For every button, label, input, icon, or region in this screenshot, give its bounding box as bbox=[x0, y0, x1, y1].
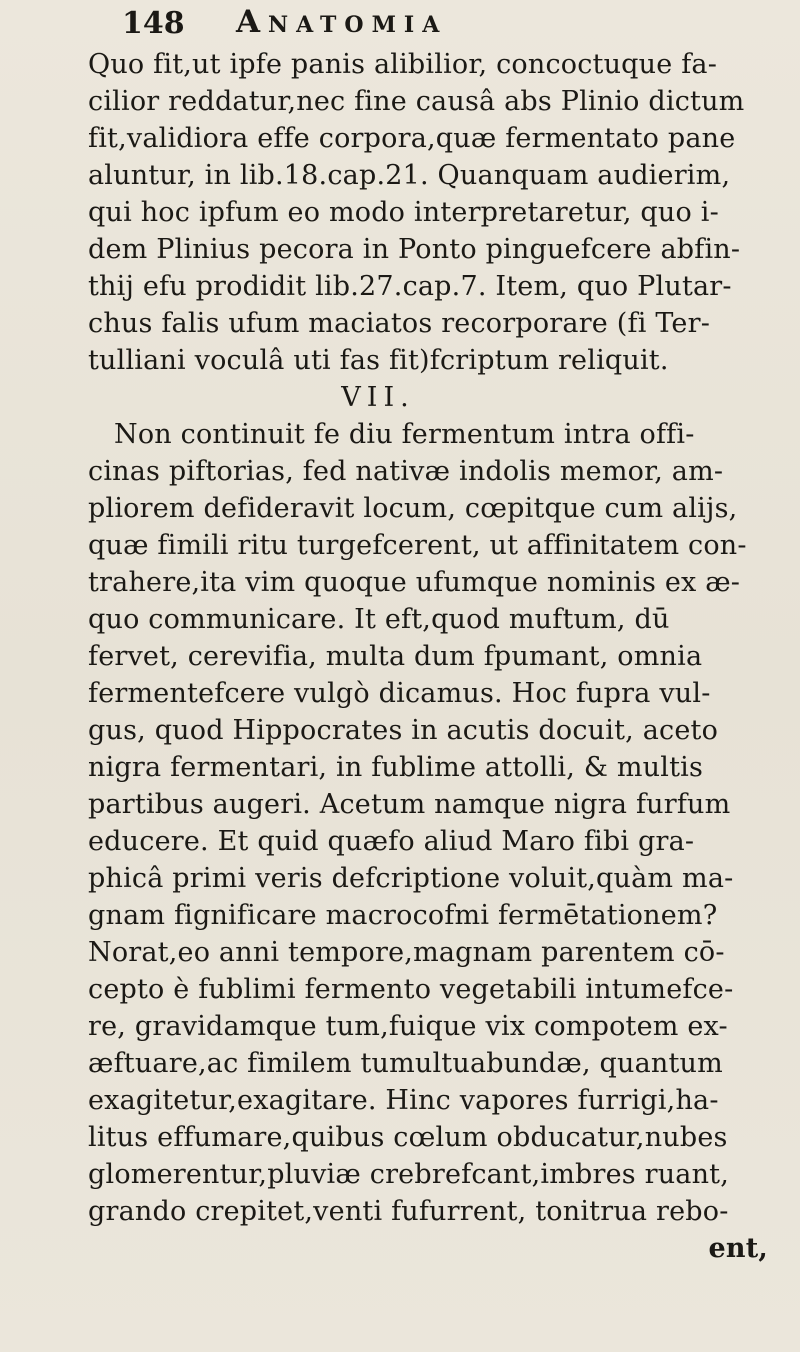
text-line: litus effumare,quibus cœlum obducatur,nubes bbox=[88, 1122, 728, 1153]
text-line: fit,validiora effe corpora,quæ fermentato pane bbox=[88, 123, 736, 154]
text-line: æftuare,ac fimilem tumultuabundæ, quantum bbox=[88, 1048, 723, 1079]
catchword: ent, bbox=[708, 1233, 768, 1264]
section-number: VII. bbox=[341, 382, 415, 413]
text-line: educere. Et quid quæfo aliud Maro fibi gra- bbox=[88, 826, 695, 857]
text-line: cilior reddatur,nec fine causâ abs Plinio dictum bbox=[88, 86, 745, 117]
text-line: re, gravidamque tum,fuique vix compotem ex- bbox=[88, 1011, 728, 1042]
text-line: qui hoc ipfum eo modo interpretaretur, quo i- bbox=[88, 197, 719, 228]
text-line: fervet, cerevifia, multa dum fpumant, omnia bbox=[88, 641, 703, 672]
text-line: exagitetur,exagitare. Hinc vapores furrigi,ha- bbox=[88, 1085, 719, 1116]
text-line: thij efu prodidit lib.27.cap.7. Item, quo Plutar- bbox=[88, 271, 732, 302]
text-line: quæ fimili ritu turgefcerent, ut affinitatem con- bbox=[88, 530, 747, 561]
text-line: quo communicare. It eft,quod muftum, dū bbox=[88, 604, 670, 635]
text-line: cinas piftorias, fed nativæ indolis memor, am- bbox=[88, 456, 724, 487]
text-line: gnam fignificare macrocofmi fermētationem? bbox=[88, 900, 718, 931]
running-title: Anatomia bbox=[236, 4, 448, 40]
body-text bbox=[88, 46, 778, 1267]
text-line: glomerentur,pluviæ crebrefcant,imbres ruant, bbox=[88, 1159, 730, 1190]
text-line: aluntur, in lib.18.cap.21. Quanquam audierim, bbox=[88, 160, 731, 191]
text-line: dem Plinius pecora in Ponto pinguefcere abfin- bbox=[88, 234, 741, 265]
text-line: chus falis ufum maciatos recorporare (fi Ter- bbox=[88, 308, 711, 339]
page-number: 148 bbox=[122, 6, 185, 41]
text-line: trahere,ita vim quoque ufumque nominis ex æ- bbox=[88, 567, 741, 598]
text-line: phicâ primi veris defcriptione voluit,quàm ma- bbox=[88, 863, 734, 894]
text-line: fermentefcere vulgò dicamus. Hoc fupra vul- bbox=[88, 678, 711, 709]
text-line: partibus augeri. Acetum namque nigra furfum bbox=[88, 789, 731, 820]
text-line: Quo fit,ut ipfe panis alibilior, concoctuque fa- bbox=[88, 49, 718, 80]
text-line: gus, quod Hippocrates in acutis docuit, aceto bbox=[88, 715, 719, 746]
text-line: Norat,eo anni tempore,magnam parentem cō- bbox=[88, 937, 725, 968]
text-line: grando crepitet,venti fufurrent, tonitrua rebo- bbox=[88, 1196, 729, 1227]
text-line: pliorem defideravit locum, cœpitque cum alijs, bbox=[88, 493, 738, 524]
text-line: Non continuit fe diu fermentum intra offi- bbox=[114, 419, 695, 450]
text-line: nigra fermentari, in fublime attolli, & multis bbox=[88, 752, 704, 783]
text-line: tulliani voculâ uti fas fit)fcriptum reliquit. bbox=[88, 345, 669, 376]
text-line: cepto è fublimi fermento vegetabili intumefce- bbox=[88, 974, 734, 1005]
